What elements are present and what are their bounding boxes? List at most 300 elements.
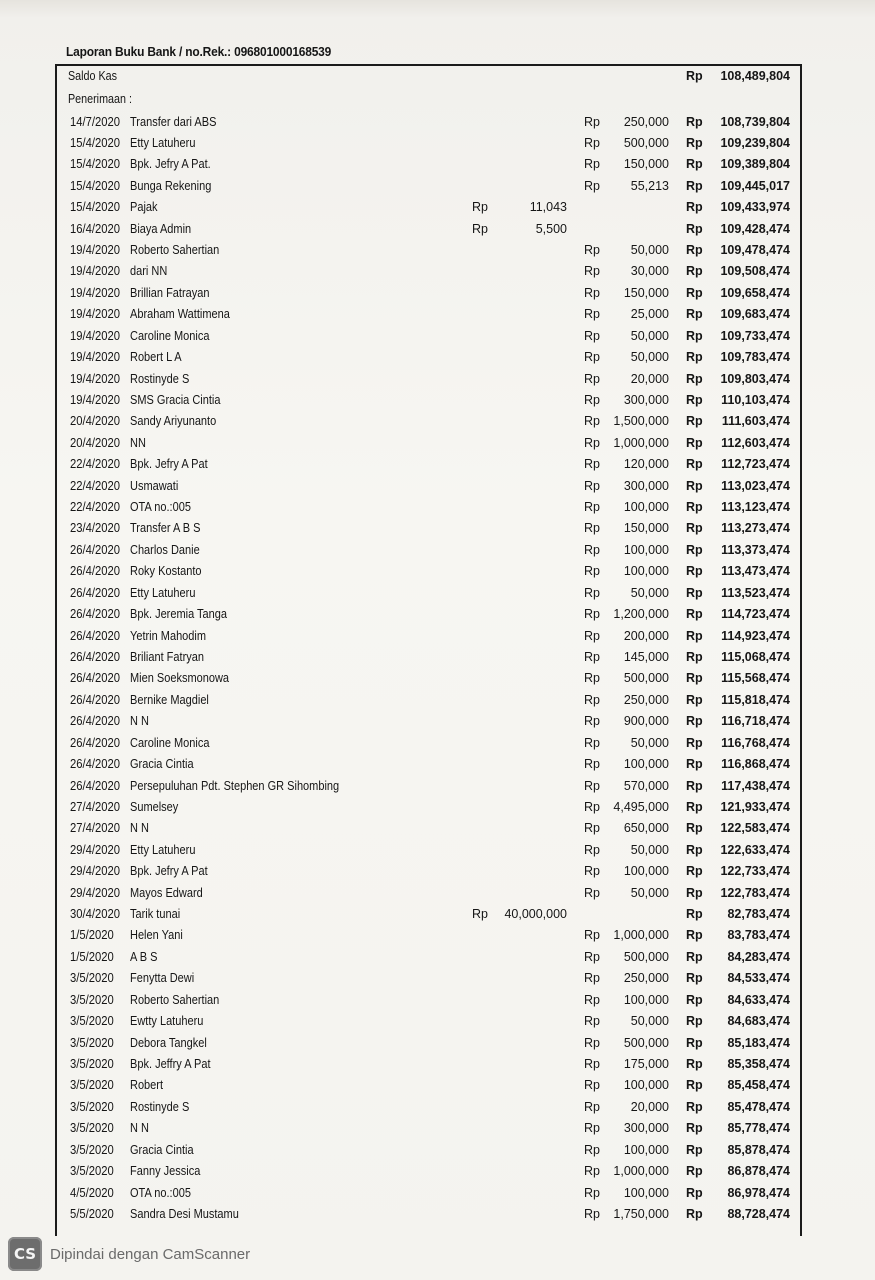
row-balance-amount: 109,783,474 [720, 350, 790, 365]
row-credit-amount: 50,000 [630, 735, 669, 750]
row-description: Transfer dari ABS [130, 114, 217, 129]
row-balance-amount: 114,723,474 [721, 607, 790, 622]
row-balance-amount: 116,768,474 [721, 735, 790, 750]
row-date: 29/4/2020 [70, 885, 121, 900]
row-date: 26/4/2020 [70, 564, 121, 579]
row-balance-currency: Rp [686, 243, 703, 258]
row-credit-amount: 50,000 [630, 885, 669, 900]
row-credit-currency: Rp [584, 949, 600, 964]
row-balance-amount: 109,433,974 [720, 200, 790, 215]
table-row [57, 840, 800, 861]
row-description: SMS Gracia Cintia [130, 392, 221, 407]
row-credit-currency: Rp [584, 757, 600, 772]
row-description: Transfer A B S [130, 521, 201, 536]
row-balance-amount: 113,273,474 [721, 521, 790, 536]
watermark-text: Dipindai dengan CamScanner [50, 1245, 251, 1263]
row-description: Tarik tunai [130, 907, 181, 922]
row-credit-amount: 500,000 [623, 671, 669, 686]
row-date: 1/5/2020 [70, 949, 114, 964]
table-row [57, 1204, 800, 1225]
row-balance-currency: Rp [686, 842, 703, 857]
row-credit-amount: 500,000 [623, 135, 669, 150]
row-description: Robert L A [130, 350, 182, 365]
row-date: 26/4/2020 [70, 628, 121, 643]
row-date: 26/4/2020 [70, 607, 121, 622]
row-balance-amount: 82,783,474 [727, 907, 790, 922]
row-balance-amount: 109,239,804 [720, 135, 790, 150]
row-description: Bernike Magdiel [130, 692, 209, 707]
row-description: Sumelsey [130, 799, 179, 814]
table-row [57, 947, 800, 968]
row-credit-currency: Rp [584, 650, 600, 664]
row-date: 15/4/2020 [70, 178, 121, 193]
row-balance-currency: Rp [686, 221, 703, 236]
row-description: N N [130, 1121, 149, 1136]
row-description: Yetrin Mahodim [130, 628, 207, 643]
row-balance-currency: Rp [686, 1035, 703, 1050]
row-debit-amount: 5,500 [535, 221, 567, 236]
row-credit-currency: Rp [584, 521, 600, 536]
table-row [57, 925, 800, 946]
row-balance-amount: 86,978,474 [727, 1185, 790, 1200]
opening-balance-label: Saldo Kas [68, 69, 118, 83]
row-credit-amount: 500,000 [623, 1035, 669, 1050]
table-row [57, 1011, 800, 1032]
row-date: 14/7/2020 [70, 114, 121, 129]
row-description: Gracia Cintia [130, 1142, 194, 1157]
row-balance-currency: Rp [686, 757, 703, 772]
row-balance-amount: 122,583,474 [720, 821, 790, 836]
row-balance-currency: Rp [686, 414, 703, 429]
row-description: Etty Latuheru [130, 842, 196, 857]
table-row [57, 540, 800, 561]
row-credit-amount: 300,000 [623, 478, 669, 493]
row-balance-currency: Rp [686, 435, 703, 450]
row-description: OTA no.:005 [130, 1185, 191, 1200]
row-credit-amount: 4,495,000 [613, 799, 669, 814]
row-credit-currency: Rp [584, 585, 600, 600]
row-balance-amount: 85,358,474 [727, 1056, 790, 1071]
row-date: 19/4/2020 [70, 350, 121, 365]
row-date: 3/5/2020 [70, 1099, 114, 1114]
row-credit-amount: 145,000 [623, 650, 669, 664]
row-balance-amount: 86,878,474 [727, 1164, 790, 1179]
table-row [57, 904, 800, 925]
row-balance-currency: Rp [686, 928, 703, 943]
row-description: Mien Soeksmonowa [130, 671, 230, 686]
row-balance-amount: 84,533,474 [727, 971, 790, 986]
row-date: 19/4/2020 [70, 264, 121, 279]
row-balance-currency: Rp [686, 628, 703, 643]
table-row [57, 1183, 800, 1204]
camscanner-logo-icon: CS [8, 1237, 42, 1271]
table-row [57, 776, 800, 797]
table-row [57, 561, 800, 582]
row-balance-currency: Rp [686, 1185, 703, 1200]
row-balance-amount: 121,933,474 [720, 799, 790, 814]
section-label-row [57, 89, 800, 110]
row-balance-amount: 112,603,474 [721, 435, 790, 450]
table-row [57, 326, 800, 347]
row-balance-amount: 84,633,474 [727, 992, 790, 1007]
row-balance-currency: Rp [686, 1099, 703, 1114]
row-description: Briliant Fatryan [130, 650, 204, 664]
row-credit-amount: 100,000 [623, 757, 669, 772]
row-balance-currency: Rp [686, 799, 703, 814]
row-credit-currency: Rp [584, 885, 600, 900]
row-credit-currency: Rp [584, 350, 600, 365]
row-balance-amount: 109,803,474 [720, 371, 790, 386]
row-date: 15/4/2020 [70, 200, 121, 215]
row-credit-currency: Rp [584, 1056, 600, 1071]
row-date: 26/4/2020 [70, 671, 121, 686]
row-description: Pajak [130, 200, 158, 215]
row-balance-currency: Rp [686, 1164, 703, 1179]
row-credit-amount: 100,000 [623, 542, 669, 557]
row-description: Debora Tangkel [130, 1035, 207, 1050]
table-row [57, 711, 800, 732]
table-row [57, 219, 800, 240]
table-row [57, 283, 800, 304]
table-row [57, 754, 800, 775]
row-balance-currency: Rp [686, 949, 703, 964]
row-credit-currency: Rp [584, 928, 600, 943]
row-debit-currency: Rp [472, 221, 488, 236]
row-date: 5/5/2020 [70, 1206, 114, 1221]
row-description: N N [130, 714, 149, 729]
row-balance-currency: Rp [686, 178, 703, 193]
row-description: Biaya Admin [130, 221, 192, 236]
row-credit-amount: 1,000,000 [613, 1164, 669, 1179]
row-description: OTA no.:005 [130, 500, 191, 515]
row-credit-amount: 250,000 [623, 692, 669, 707]
row-debit-amount: 11,043 [529, 200, 567, 215]
table-row [57, 861, 800, 882]
row-date: 22/4/2020 [70, 478, 121, 493]
row-date: 27/4/2020 [70, 821, 121, 836]
row-balance-currency: Rp [686, 714, 703, 729]
table-row [57, 690, 800, 711]
row-balance-currency: Rp [686, 735, 703, 750]
row-description: Abraham Wattimena [130, 307, 230, 322]
row-description: Caroline Monica [130, 328, 210, 343]
table-row [57, 154, 800, 175]
row-date: 23/4/2020 [70, 521, 121, 536]
report-title: Laporan Buku Bank / no.Rek.: 096801000168539 [66, 44, 332, 59]
row-credit-currency: Rp [584, 864, 600, 879]
row-credit-currency: Rp [584, 1185, 600, 1200]
row-balance-currency: Rp [686, 457, 703, 472]
row-description: Mayos Edward [130, 885, 203, 900]
row-credit-amount: 50,000 [630, 350, 669, 365]
row-date: 3/5/2020 [70, 1035, 114, 1050]
row-balance-amount: 108,739,804 [720, 114, 790, 129]
row-credit-currency: Rp [584, 1164, 600, 1179]
row-balance-currency: Rp [686, 285, 703, 300]
row-credit-currency: Rp [584, 264, 600, 279]
table-row [57, 1054, 800, 1075]
row-credit-currency: Rp [584, 1014, 600, 1029]
row-balance-currency: Rp [686, 1206, 703, 1221]
row-credit-amount: 1,000,000 [613, 928, 669, 943]
row-balance-currency: Rp [686, 821, 703, 836]
row-description: Bpk. Jefry A Pat. [130, 157, 211, 172]
row-credit-amount: 150,000 [623, 521, 669, 536]
row-balance-amount: 110,103,474 [721, 392, 790, 407]
row-credit-amount: 50,000 [630, 328, 669, 343]
row-credit-currency: Rp [584, 435, 600, 450]
row-description: A B S [130, 949, 158, 964]
row-balance-amount: 117,438,474 [721, 778, 790, 793]
row-balance-amount: 109,389,804 [720, 157, 790, 172]
row-date: 26/4/2020 [70, 650, 121, 664]
row-credit-amount: 500,000 [623, 949, 669, 964]
opening-balance-currency: Rp [686, 69, 703, 83]
row-description: Brillian Fatrayan [130, 285, 210, 300]
row-description: N N [130, 821, 149, 836]
row-date: 26/4/2020 [70, 714, 121, 729]
row-balance-currency: Rp [686, 992, 703, 1007]
row-balance-currency: Rp [686, 564, 703, 579]
row-description: Roky Kostanto [130, 564, 202, 579]
row-balance-amount: 116,868,474 [721, 757, 790, 772]
row-balance-currency: Rp [686, 585, 703, 600]
row-credit-currency: Rp [584, 114, 600, 129]
table-row [57, 112, 800, 133]
row-credit-currency: Rp [584, 821, 600, 836]
row-credit-currency: Rp [584, 671, 600, 686]
row-date: 3/5/2020 [70, 1078, 114, 1093]
row-balance-amount: 84,683,474 [727, 1014, 790, 1029]
row-credit-amount: 150,000 [623, 157, 669, 172]
row-date: 26/4/2020 [70, 542, 121, 557]
row-date: 19/4/2020 [70, 307, 121, 322]
row-credit-currency: Rp [584, 799, 600, 814]
row-debit-amount: 40,000,000 [504, 907, 567, 922]
row-credit-currency: Rp [584, 1121, 600, 1136]
row-date: 15/4/2020 [70, 157, 121, 172]
row-credit-currency: Rp [584, 778, 600, 793]
table-row [57, 583, 800, 604]
row-balance-currency: Rp [686, 1056, 703, 1071]
row-credit-currency: Rp [584, 607, 600, 622]
row-description: Fenytta Dewi [130, 971, 195, 986]
row-description: Helen Yani [130, 928, 183, 943]
row-credit-currency: Rp [584, 1078, 600, 1093]
row-date: 26/4/2020 [70, 692, 121, 707]
table-row [57, 604, 800, 625]
row-balance-amount: 84,283,474 [727, 949, 790, 964]
row-balance-amount: 109,428,474 [720, 221, 790, 236]
row-balance-amount: 83,783,474 [727, 928, 790, 943]
row-debit-currency: Rp [472, 907, 488, 922]
row-description: Bpk. Jeffry A Pat [130, 1056, 211, 1071]
row-date: 26/4/2020 [70, 585, 121, 600]
row-balance-currency: Rp [686, 1142, 703, 1157]
row-description: Roberto Sahertian [130, 243, 220, 258]
row-date: 3/5/2020 [70, 1164, 114, 1179]
row-credit-amount: 250,000 [623, 114, 669, 129]
table-row [57, 1033, 800, 1054]
row-balance-amount: 109,508,474 [720, 264, 790, 279]
table-row [57, 990, 800, 1011]
row-balance-currency: Rp [686, 135, 703, 150]
table-row [57, 797, 800, 818]
table-row [57, 668, 800, 689]
row-credit-currency: Rp [584, 1035, 600, 1050]
row-credit-currency: Rp [584, 842, 600, 857]
row-balance-currency: Rp [686, 307, 703, 322]
row-credit-currency: Rp [584, 243, 600, 258]
row-credit-amount: 25,000 [630, 307, 669, 322]
row-date: 19/4/2020 [70, 392, 121, 407]
row-balance-amount: 113,523,474 [721, 585, 790, 600]
row-balance-amount: 122,633,474 [720, 842, 790, 857]
row-credit-amount: 150,000 [623, 285, 669, 300]
row-credit-amount: 175,000 [623, 1056, 669, 1071]
table-row [57, 390, 800, 411]
row-balance-currency: Rp [686, 671, 703, 686]
row-balance-amount: 85,183,474 [727, 1035, 790, 1050]
row-date: 1/5/2020 [70, 928, 114, 943]
row-balance-currency: Rp [686, 692, 703, 707]
row-date: 19/4/2020 [70, 328, 121, 343]
row-balance-currency: Rp [686, 1078, 703, 1093]
row-date: 29/4/2020 [70, 842, 121, 857]
table-row [57, 818, 800, 839]
row-balance-amount: 116,718,474 [721, 714, 790, 729]
row-balance-currency: Rp [686, 114, 703, 129]
table-row [57, 1118, 800, 1139]
row-balance-currency: Rp [686, 478, 703, 493]
row-description: Robert [130, 1078, 164, 1093]
row-credit-amount: 1,200,000 [613, 607, 669, 622]
row-description: dari NN [130, 264, 168, 279]
table-row [57, 433, 800, 454]
table-row [57, 261, 800, 282]
row-balance-amount: 111,603,474 [721, 414, 790, 429]
row-debit-currency: Rp [472, 200, 488, 215]
table-row [57, 347, 800, 368]
row-date: 16/4/2020 [70, 221, 121, 236]
row-credit-currency: Rp [584, 1142, 600, 1157]
row-balance-amount: 85,878,474 [727, 1142, 790, 1157]
row-balance-currency: Rp [686, 521, 703, 536]
table-row [57, 647, 800, 668]
row-credit-amount: 1,750,000 [613, 1206, 669, 1221]
row-balance-currency: Rp [686, 971, 703, 986]
row-date: 15/4/2020 [70, 135, 121, 150]
table-row [57, 197, 800, 218]
row-balance-currency: Rp [686, 200, 703, 215]
row-balance-amount: 113,473,474 [721, 564, 790, 579]
row-credit-currency: Rp [584, 414, 600, 429]
row-balance-amount: 85,458,474 [727, 1078, 790, 1093]
table-row [57, 454, 800, 475]
row-credit-amount: 100,000 [623, 1185, 669, 1200]
row-credit-currency: Rp [584, 135, 600, 150]
row-credit-amount: 100,000 [623, 500, 669, 515]
row-balance-currency: Rp [686, 1014, 703, 1029]
row-balance-amount: 115,568,474 [721, 671, 790, 686]
row-credit-amount: 300,000 [623, 1121, 669, 1136]
row-date: 3/5/2020 [70, 1142, 114, 1157]
row-balance-amount: 112,723,474 [721, 457, 790, 472]
row-balance-amount: 115,068,474 [721, 650, 790, 664]
table-row [57, 411, 800, 432]
row-description: Roberto Sahertian [130, 992, 220, 1007]
row-credit-amount: 100,000 [623, 564, 669, 579]
row-balance-currency: Rp [686, 328, 703, 343]
row-date: 22/4/2020 [70, 457, 121, 472]
row-credit-amount: 50,000 [630, 243, 669, 258]
row-description: Bpk. Jefry A Pat [130, 864, 208, 879]
table-row [57, 497, 800, 518]
row-credit-amount: 55,213 [630, 178, 669, 193]
row-description: NN [130, 435, 146, 450]
row-credit-amount: 120,000 [623, 457, 669, 472]
row-date: 19/4/2020 [70, 285, 121, 300]
row-credit-currency: Rp [584, 392, 600, 407]
row-credit-currency: Rp [584, 157, 600, 172]
row-description: Sandy Ariyunanto [130, 414, 217, 429]
row-credit-amount: 570,000 [623, 778, 669, 793]
row-balance-currency: Rp [686, 392, 703, 407]
row-balance-amount: 115,818,474 [721, 692, 790, 707]
scanner-watermark [8, 1236, 250, 1272]
table-row [57, 369, 800, 390]
row-credit-currency: Rp [584, 307, 600, 322]
row-balance-amount: 88,728,474 [727, 1206, 790, 1221]
row-balance-amount: 114,923,474 [721, 628, 790, 643]
row-credit-currency: Rp [584, 735, 600, 750]
row-balance-currency: Rp [686, 778, 703, 793]
row-date: 3/5/2020 [70, 1056, 114, 1071]
row-credit-currency: Rp [584, 178, 600, 193]
row-credit-currency: Rp [584, 500, 600, 515]
row-date: 19/4/2020 [70, 371, 121, 386]
row-date: 29/4/2020 [70, 864, 121, 879]
row-balance-amount: 122,783,474 [720, 885, 790, 900]
row-credit-amount: 100,000 [623, 992, 669, 1007]
row-balance-amount: 109,658,474 [720, 285, 790, 300]
row-credit-amount: 50,000 [630, 842, 669, 857]
row-description: Charlos Danie [130, 542, 200, 557]
row-date: 19/4/2020 [70, 243, 121, 258]
row-balance-currency: Rp [686, 264, 703, 279]
row-credit-currency: Rp [584, 992, 600, 1007]
row-balance-currency: Rp [686, 157, 703, 172]
row-credit-currency: Rp [584, 971, 600, 986]
row-balance-currency: Rp [686, 1121, 703, 1136]
row-credit-amount: 20,000 [630, 371, 669, 386]
table-row [57, 968, 800, 989]
table-row [57, 626, 800, 647]
row-description: Bpk. Jeremia Tanga [130, 607, 228, 622]
row-credit-amount: 50,000 [630, 1014, 669, 1029]
row-date: 3/5/2020 [70, 992, 114, 1007]
table-row [57, 476, 800, 497]
row-description: Gracia Cintia [130, 757, 194, 772]
row-credit-amount: 1,500,000 [613, 414, 669, 429]
row-date: 27/4/2020 [70, 799, 121, 814]
table-row [57, 133, 800, 154]
row-balance-currency: Rp [686, 885, 703, 900]
row-credit-currency: Rp [584, 328, 600, 343]
row-description: Bunga Rekening [130, 178, 212, 193]
row-description: Sandra Desi Mustamu [130, 1206, 239, 1221]
row-balance-amount: 109,683,474 [720, 307, 790, 322]
